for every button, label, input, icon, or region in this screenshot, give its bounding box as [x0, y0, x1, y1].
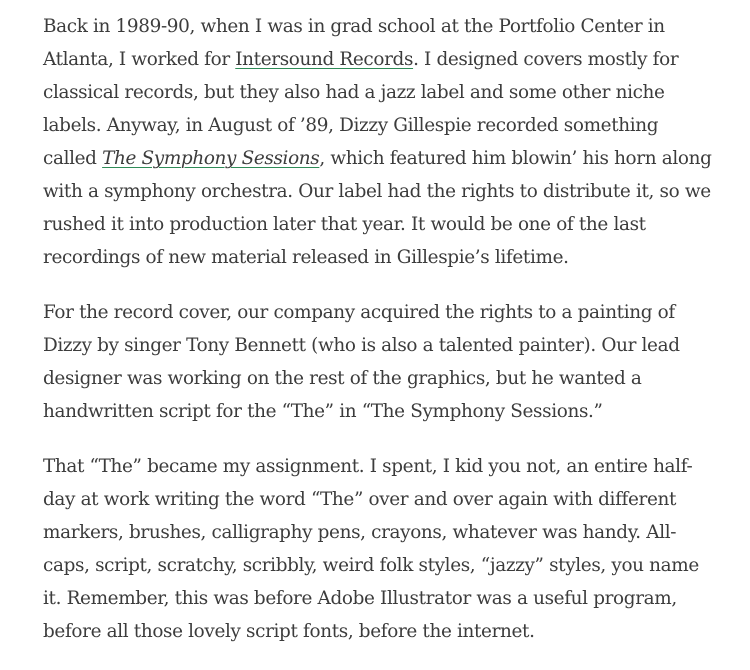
paragraph-1-text-c: , which featured him blowin’ his horn along with a symphony orchestra. Our label had the rights to distribute it, so we rushed it into production later that year. It would be one of the last recordings of new material released in Gillespie’s lifetime.: [43, 148, 712, 268]
paragraph-1-text-a: Back in 1989-90, when I was in grad school at the Portfolio Center in Atlanta, I worked for: [43, 16, 665, 70]
paragraph-1: [43, 10, 715, 274]
symphony-sessions-link[interactable]: [102, 148, 319, 169]
article-body: [43, 10, 715, 670]
paragraph-3: That “The” became my assignment. I spent, I kid you not, an entire half-day at work writing the word “The” over and over again with different markers, brushes, calligraphy pens, crayons, whatever was handy. All-caps, script, scratchy, scribbly, weird folk styles, “jazzy” styles, you name it. Remember, this was before Adobe Illustrator was a useful program, before all those lovely script fonts, before the internet.: [43, 456, 699, 642]
intersound-records-link[interactable]: Intersound Records: [235, 49, 414, 70]
symphony-sessions-title: The Symphony Sessions: [102, 148, 320, 169]
paragraph-2: For the record cover, our company acquired the rights to a painting of Dizzy by singer Tony Bennett (who is also a talented painter). Our lead designer was working on the rest of the graphics, but he wanted a handwritten script for the “The” in “The Symphony Sessions.”: [43, 302, 680, 422]
paragraph-1-text-b: . I designed covers mostly for classical records, but they also had a jazz label and some other niche labels. Anyway, in August of ’89, Dizzy Gillespie recorded something called: [43, 49, 679, 169]
